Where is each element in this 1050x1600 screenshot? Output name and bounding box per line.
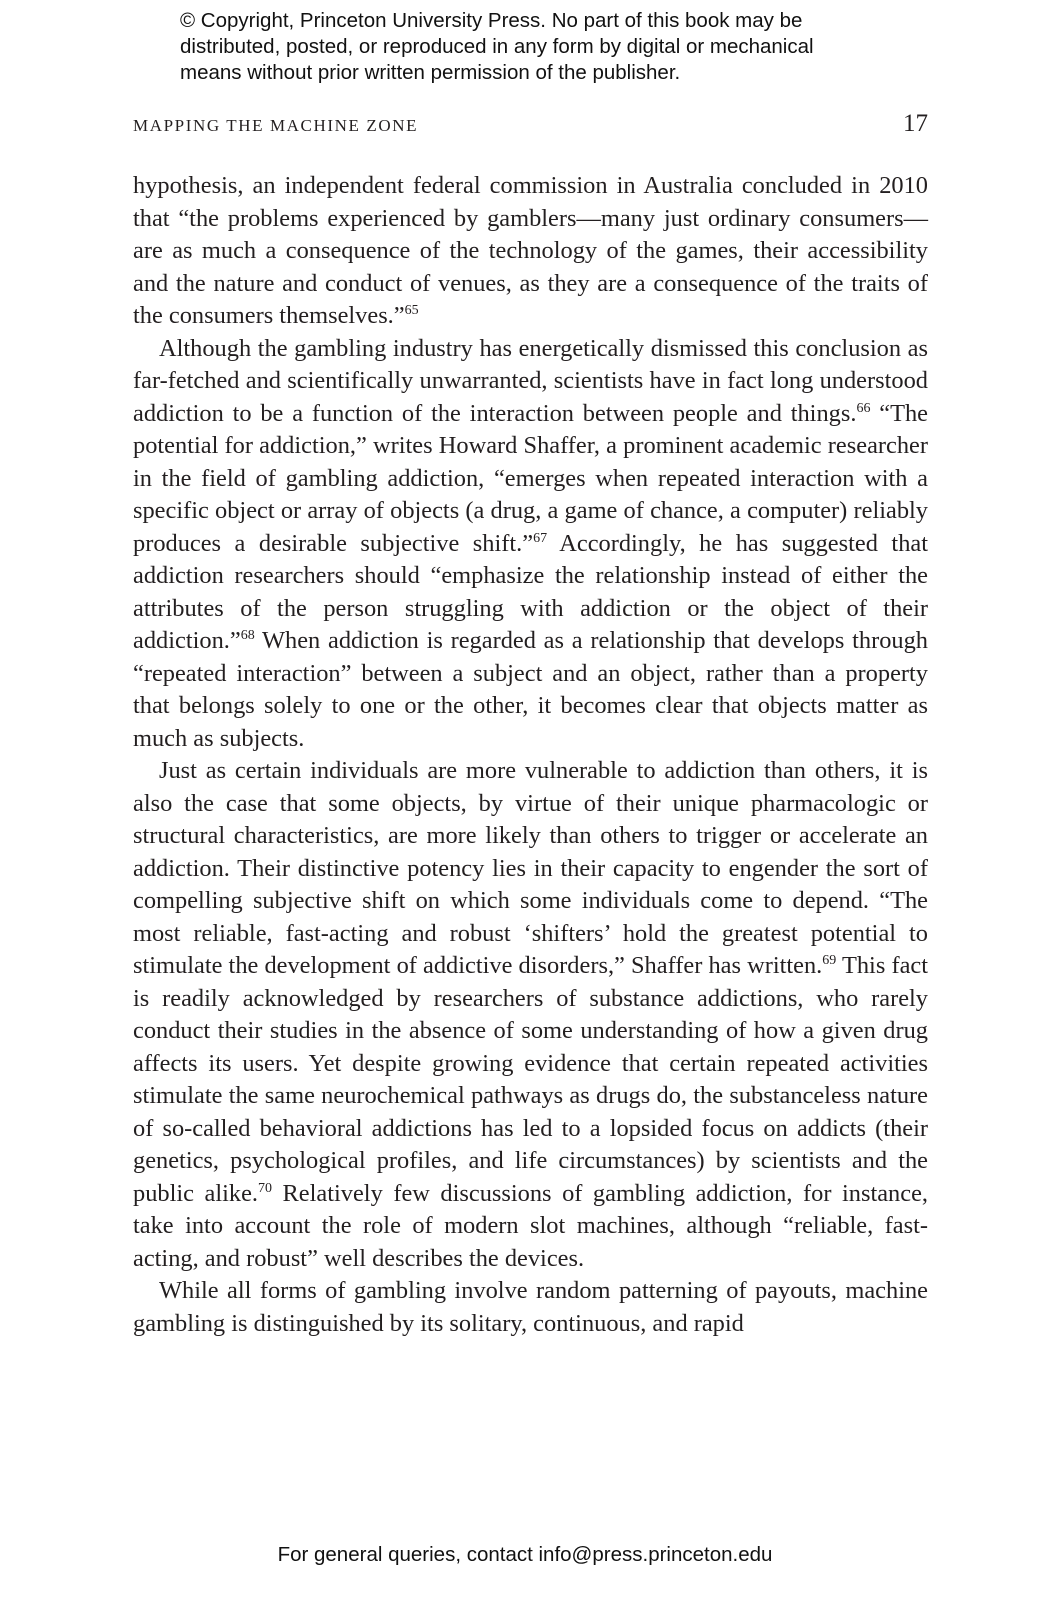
running-title: MAPPING THE MACHINE ZONE xyxy=(133,116,419,135)
paragraph-text: Although the gambling industry has energetically dismissed this conclusion as far-fetched and scientifically unwarranted, scientists have in fact long understood addiction to be a function of the interaction between people and things. xyxy=(133,334,928,427)
footnote-ref: 69 xyxy=(822,953,837,968)
paragraph-text: Just as certain individuals are more vulnerable to addiction than others, it is also the case that some objects, by virtue of their unique pharmacologic or structural characteristics, are more likely than others to trigger or accelerate an addiction. Their distinctive potency lies in their capacity to engender the sort of compelling subjective shift on which some individuals come to depend. “The most reliable, fast-acting and robust ‘shifters’ hold the greatest potential to stimulate the development of addictive disorders,” Shaffer has written. xyxy=(133,757,928,979)
footnote-ref: 66 xyxy=(856,400,871,416)
copyright-notice xyxy=(180,8,960,86)
paragraph-text: This fact is readily acknowledged by researchers of substance addictions, who rarely conduct their studies in the absence of some understanding of how a given drug affects its users. Yet despite growing evidence that certain repeated activities stimulate the same neurochemical pathways as drugs do, the substanceless nature of so-called behavioral addictions has led to a lopsided focus on addicts (their genetics, psychological profiles, and life circumstances) by scientists and the public alike. xyxy=(133,952,929,1207)
footnote-ref: 67 xyxy=(533,530,548,546)
footer-contact: For general queries, contact info@press.princeton.edu xyxy=(277,1543,773,1566)
paragraph-text: While all forms of gambling involve random patterning of payouts, machine gambling is distinguished by its solitary, continuous, and rapid xyxy=(133,1277,928,1337)
copyright-line: means without prior written permission of the publisher. xyxy=(180,61,681,84)
paragraph-text: Relatively few discussions of gambling addiction, for instance, take into account the role of modern slot machines, although “reliable, fast-acting, and robust” well describes the devices. xyxy=(133,1179,928,1272)
copyright-line: © Copyright, Princeton University Press. No part of this book may be xyxy=(180,9,803,32)
footnote-ref: 65 xyxy=(404,303,419,318)
running-head xyxy=(133,112,928,144)
paragraph-text: hypothesis, an independent federal commission in Australia concluded in 2010 that “the problems experienced by gamblers—many just ordinary consumers—are as much a consequence of the technology of the games, their accessibility and the nature and conduct of venues, as they are a consequence of the traits of the consumers themselves.” xyxy=(133,172,928,329)
footnote-ref: 70 xyxy=(258,1180,272,1196)
paragraph xyxy=(133,170,928,333)
paragraph-text: Accordingly, he has suggested that addiction researchers should “emphasize the relationship instead of either the attributes of the person struggling with addiction or the object of their addiction.” xyxy=(133,529,928,654)
page-number: 17 xyxy=(903,110,928,137)
paragraph xyxy=(133,1275,928,1340)
copyright-line: distributed, posted, or reproduced in any form by digital or mechanical xyxy=(180,35,814,58)
body-text xyxy=(133,170,928,1340)
paragraph-text: “The potential for addiction,” writes Howard Shaffer, a prominent academic researcher in the field of gambling addiction, “emerges when repeated interaction with a specific object or array of objects (a drug, a game of chance, a computer) reliably produces a desirable subjective shift.” xyxy=(133,399,929,557)
paragraph xyxy=(133,755,928,1275)
paragraph-text: When addiction is regarded as a relationship that develops through “repeated interaction” between a subject and an object, rather than a property that belongs solely to one or the other, it becomes clear that objects matter as much as subjects. xyxy=(133,627,928,752)
footnote-ref: 68 xyxy=(240,628,255,643)
paragraph xyxy=(133,333,928,756)
